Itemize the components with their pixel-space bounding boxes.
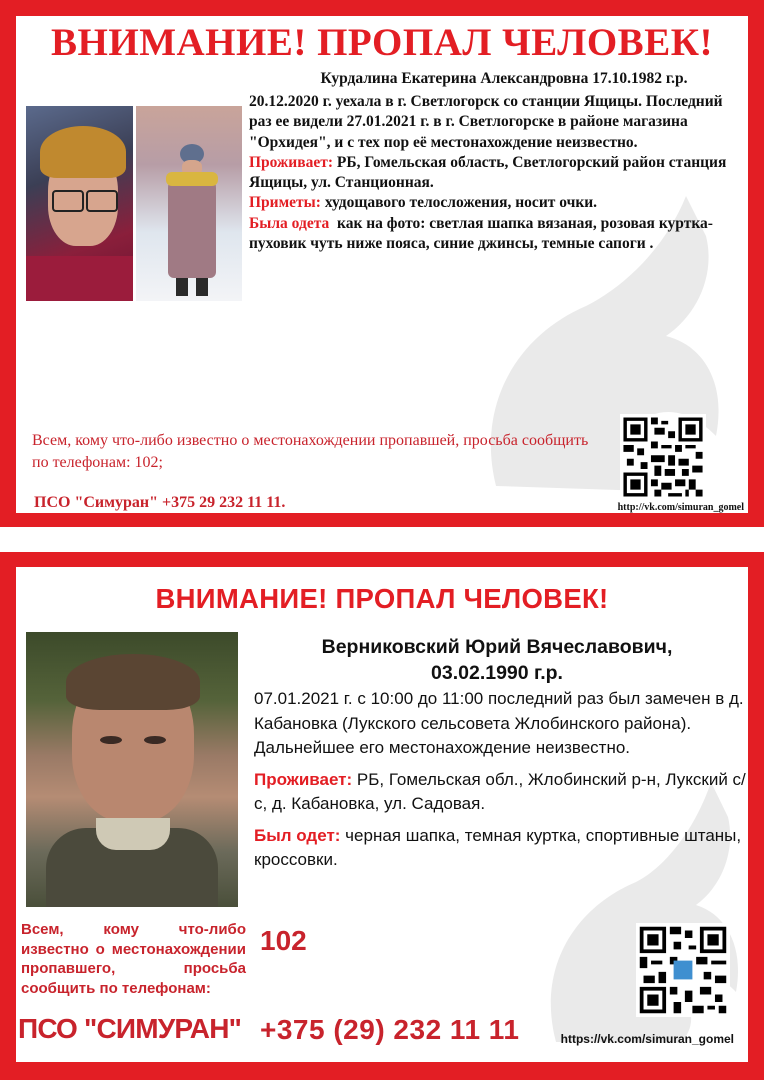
person-name-block <box>252 634 742 686</box>
residence: РБ, Гомельская область, Светлогорский район станция Ящицы, ул. Станционная. <box>249 153 727 192</box>
clothes: как на фото: светлая шапка вязаная, розовая куртка-пуховик чуть ниже пояса, синие джинсы, темные сапоги . <box>249 214 713 253</box>
appeal: Всем, кому что-либо известно о местонахождении пропавшей, просьба сообщить по телефонам: 102; <box>32 432 589 471</box>
clothes: черная шапка, темная куртка, спортивные штаны, кроссовки. <box>254 825 742 869</box>
pso-name: ПСО "СИМУРАН" <box>18 1013 242 1044</box>
story: 20.12.2020 г. уехала в г. Светлогорск со станции Ящицы. Последний раз ее видели 27.01.2021 г. в г. Светлогорске в районе магазина "Орхидея", и с тех пор её местонахождение неизвестно. <box>249 93 723 151</box>
phone-number: +375 (29) 232 11 11 <box>260 1014 520 1045</box>
residence: РБ, Гомельская обл., Жлобинский р-н, Лукский с/с, д. Кабановка, ул. Садовая. <box>254 769 746 813</box>
poster-2-sheet <box>16 567 748 1062</box>
qr-code-icon[interactable] <box>636 923 730 1017</box>
residence-label: Проживает: <box>254 769 353 789</box>
poster-2-title: ВНИМАНИЕ! ПРОПАЛ ЧЕЛОВЕК! <box>155 583 609 614</box>
features-label: Приметы: <box>249 194 321 212</box>
clothes-label: Был одет: <box>254 825 341 845</box>
poster-1-sheet <box>16 16 748 513</box>
pso-contact: ПСО "Симуран" +375 29 232 11 11. <box>34 494 286 511</box>
birth-date: 03.02.1990 г.р. <box>431 662 563 684</box>
description <box>249 92 739 254</box>
face-photo <box>26 632 238 907</box>
vk-link[interactable]: https://vk.com/simuran_gomel <box>560 1032 734 1046</box>
residence-label: Проживает: <box>249 153 333 171</box>
qr-code-icon[interactable] <box>620 414 706 500</box>
clothes-label: Была одета <box>249 214 330 232</box>
person-name: Верниковский Юрий Вячеславович, <box>321 636 673 658</box>
full-height-photo <box>136 106 242 301</box>
appeal: Всем, кому что-либо известно о местонахождении пропавшего, просьба сообщить по телефонам: <box>21 921 246 997</box>
missing-poster-2 <box>0 552 764 1080</box>
emergency-number: 102 <box>260 925 307 956</box>
vk-link[interactable]: http://vk.com/simuran_gomel <box>617 502 744 513</box>
missing-poster-1 <box>0 0 764 527</box>
person-name: Курдалина Екатерина Александровна 17.10.1982 г.р. <box>320 70 688 87</box>
poster-1-title: ВНИМАНИЕ! ПРОПАЛ ЧЕЛОВЕК! <box>51 21 713 64</box>
features: худощавого телосложения, носит очки. <box>324 194 598 212</box>
description <box>254 687 748 873</box>
face-photo <box>26 106 133 301</box>
story: 07.01.2021 г. с 10:00 до 11:00 последний раз был замечен в д. Кабановка (Лукского сельсовета Жлобинского района). Дальнейшее его местонахождение неизвестно. <box>254 689 744 757</box>
